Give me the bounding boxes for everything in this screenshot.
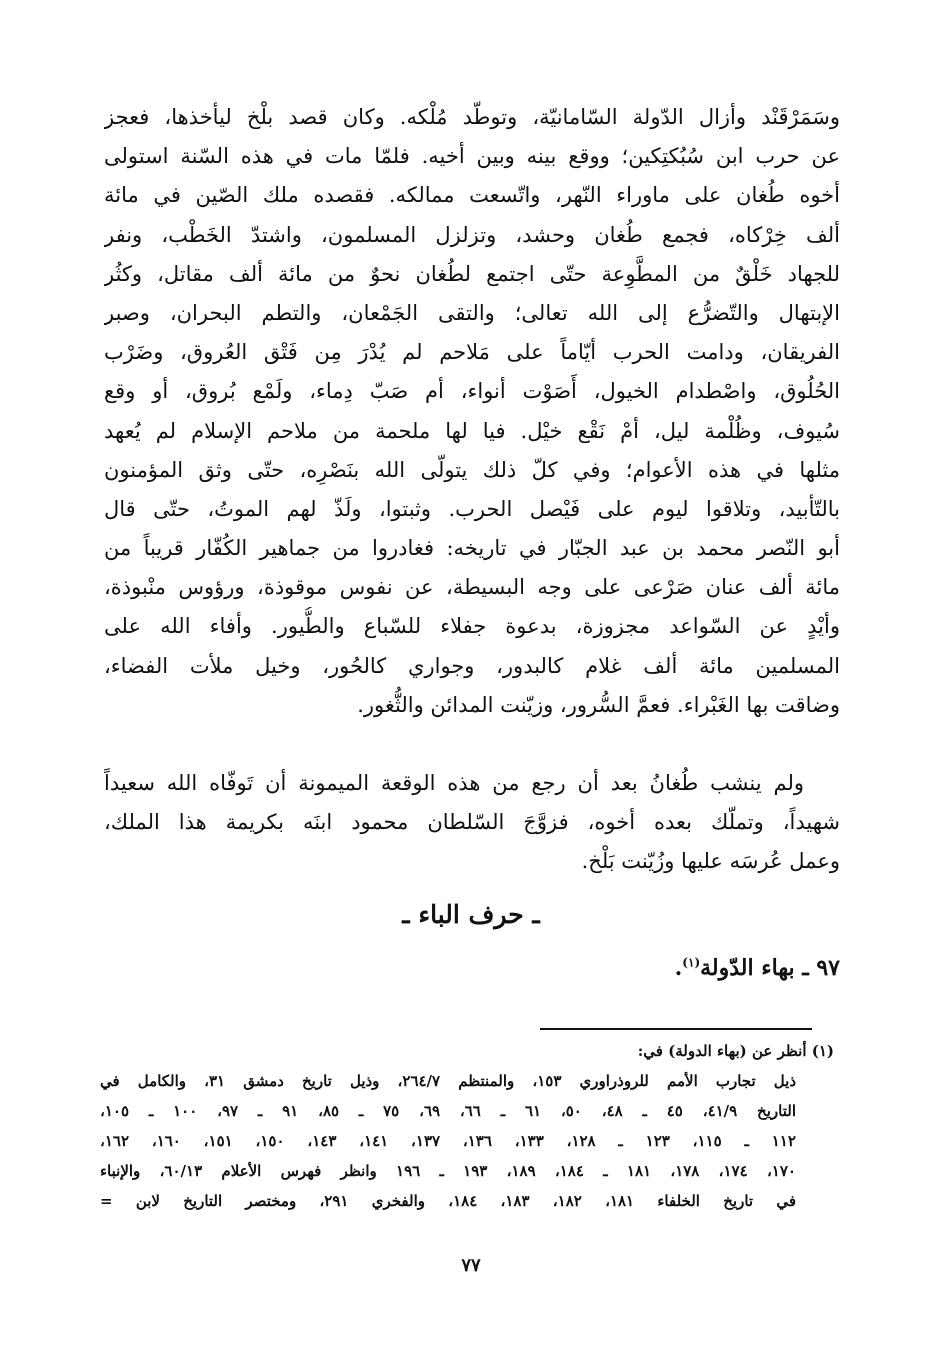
entry-heading-text: ٩٧ ـ بهاء الدّولة <box>700 955 840 981</box>
text-line: للجهاد خَلْقٌ من المطَّوِعة حتّى اجتمع لطُغان نحوٌ من مائة ألف مقاتل، وكثُر <box>104 261 840 286</box>
text-line: المسلمين مائة ألف غلام كالبدور، وجواري كالحُور، وخيل ملأت الفضاء، <box>104 653 840 678</box>
footnote-line: ذيل تجارب الأمم للروذراوري ١٥٣، والمنتظم ٢٦٤/٧، وذيل تاريخ دمشق ٣١، والكامل في <box>100 1072 796 1090</box>
entry-heading-dot: . <box>674 955 683 981</box>
footnote-divider <box>540 1028 812 1030</box>
text-line: شهيداً، وتملّك بعده أخوه، فزوَّجَ السّلطان محمود ابنَه بكريمة هذا الملك، <box>104 810 840 835</box>
text-line: ألف خِرْكاه، فجمع طُغان وحشد، وتزلزل المسلمون، واشتدّ الخَطْب، ونفر <box>104 222 840 247</box>
text-line: سُيوف، وظُلْمة ليل، أمْ نَقْع خيْل. فيا لها ملحمة من ملاحم الإسلام لم يُعهد <box>104 418 840 443</box>
page-number: ٧٧ <box>461 1255 481 1276</box>
footnotes <box>100 1036 840 1216</box>
text-line: وسَمَرْقَنْد وأزال الدّولة السّامانيّة، وتوطّد مُلْكه. وكان قصد بلْخ ليأخذها، فعجز <box>104 105 840 129</box>
text-line: أبو النّصر محمد بن عبد الجبّار في تاريخه: فغادروا من جماهير الكُفّار قريباً من <box>104 536 840 561</box>
text-line: عن حرب ابن سُبُكتِكين؛ ووقع بينه وبين أخيه. فلمّا مات في هذه السّنة استولى <box>104 144 840 169</box>
footnote-line: ١٧٠، ١٧٤، ١٧٨، ١٨١ ـ ١٨٤، ١٨٩، ١٩٣ ـ ١٩٦ وانظر فهرس الأعلام ٦٠/١٣، والإنباء <box>100 1162 796 1180</box>
text-line: الإبتهال والتّضرُّع إلى الله تعالى؛ والتقى الجَمْعان، والتطم البحران، وصبر <box>104 300 840 325</box>
footnote-line: التاريخ ٤١/٩، ٤٥ ـ ٤٨، ٥٠، ٦١ ـ ٦٦، ٦٩، ٧٥ ـ ٨٥، ٩١ ـ ٩٧، ١٠٠ ـ ١٠٥، <box>100 1102 796 1120</box>
entry-heading <box>675 955 840 981</box>
section-heading: ـ حرف الباء ـ <box>402 900 540 929</box>
text-line: ولم ينشب طُغانُ بعد أن رجع من هذه الوقعة الميمونة أن تَوفّاه الله سعيداً <box>104 771 804 795</box>
text-line: مثلها في هذه الأعوام؛ وفي كلّ ذلك يتولّى الله بنَصْرِه، حتّى وثق المؤمنون <box>104 457 840 482</box>
footnote-line: في تاريخ الخلفاء ١٨١، ١٨٢، ١٨٣، ١٨٤، والفخري ٢٩١، ومختصر التاريخ لابن = <box>100 1192 796 1210</box>
text-line: الفريقان، ودامت الحرب أيّاماً على مَلاحم لم يُدْرَ مِن فَتْق العُروق، وضَرْب <box>104 340 840 365</box>
text-line: أخوه طُغان على ماوراء النّهر، واتّسعت ممالكه. فقصده ملك الصّين في مائة <box>104 183 840 208</box>
second-paragraph <box>104 764 840 882</box>
text-line: الحُلُوق، واصْطدام الخيول، أَصَوْت أنواء، أم صَبّ دِماء، ولَمْع بُروق، أو وقع <box>104 379 840 404</box>
text-line: وضاقت بها الغَبْراء. فعمَّ السُّرور، وزيّنت المدائن والثُّغور. <box>357 692 840 717</box>
text-line: وعمل عُرسَه عليها وزُيّنت بَلْخ. <box>581 849 840 874</box>
text-line: بالتّأبيد، وتلاقوا ليوم على فَيْصل الحرب. وثبتوا، ولَذّ لهم الموتُ، حتّى قال <box>104 496 840 521</box>
footnote-line: (١) أنظر عن (بهاء الدولة) في: <box>637 1042 834 1060</box>
footnote-line: ١١٢ ـ ١١٥، ١٢٣ ـ ١٢٨، ١٣٣، ١٣٦، ١٣٧، ١٤١، ١٤٣، ١٥٠، ١٥١، ١٦٠، ١٦٢، <box>100 1132 796 1150</box>
text-line: مائة ألف عنان صَرْعى على وجه البسيطة، عن نفوس موقوذة، ورؤوس منْبوذة، <box>104 575 840 600</box>
text-line: وأيْدٍ عن السّواعد مجزوزة، بدعوة جفلاء للسّباع والطُّيور. وأفاء الله على <box>104 614 840 639</box>
main-paragraph <box>104 98 840 725</box>
footnote-marker: (١) <box>682 955 701 970</box>
